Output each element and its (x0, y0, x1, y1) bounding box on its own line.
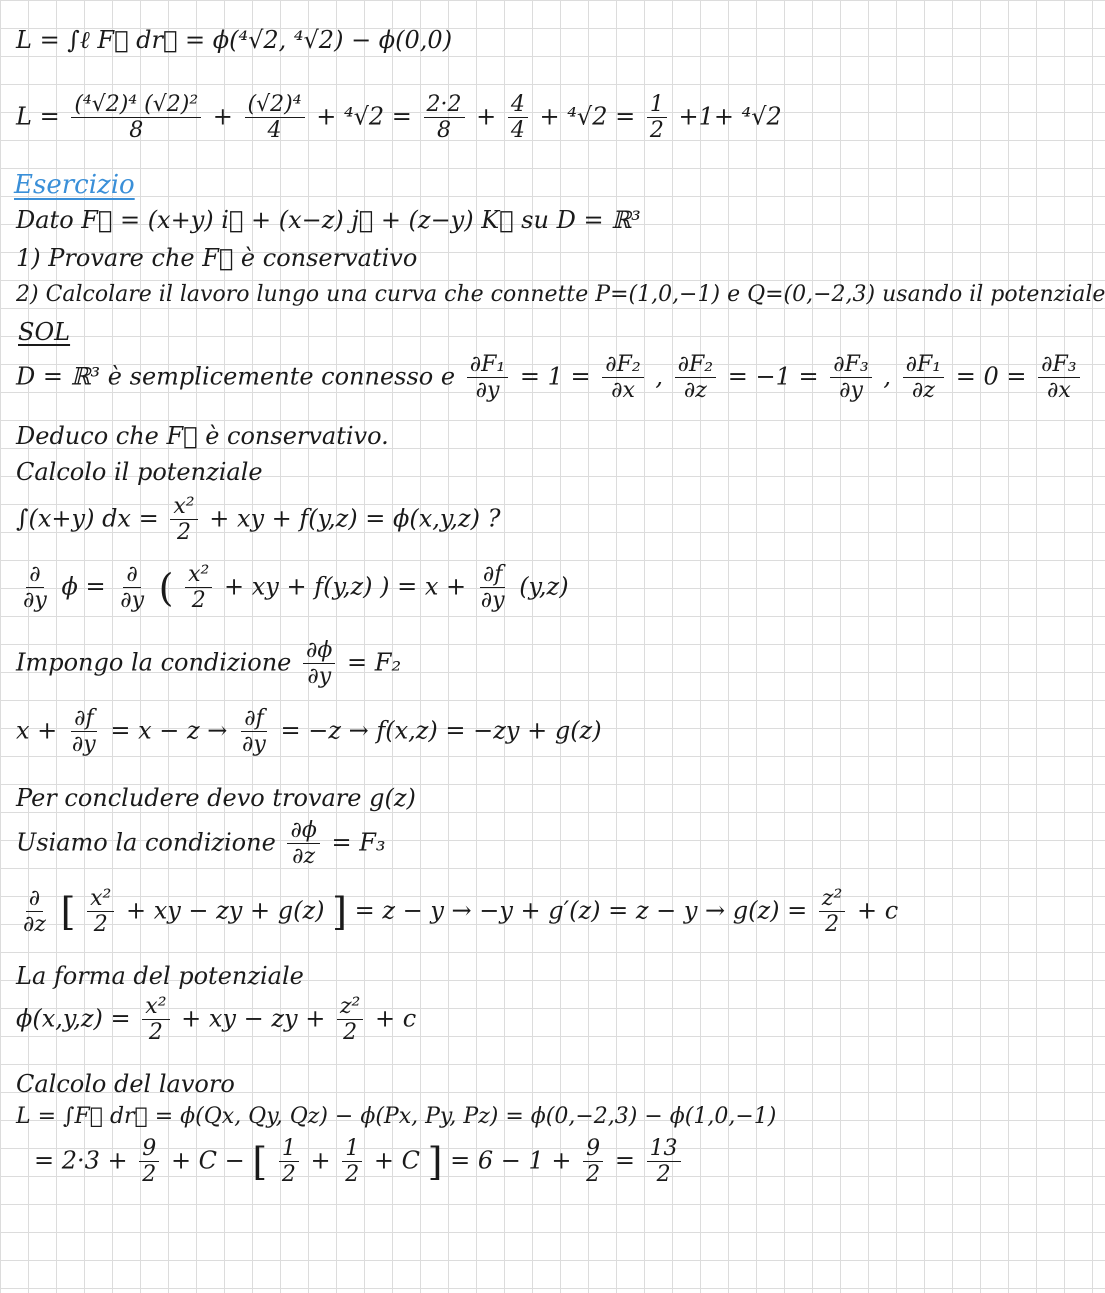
fraction: $\frac{\partial\phi}{\partial y}$ (303, 638, 335, 690)
fraction: $\frac{\text{(√2)⁴}}{4}$ (245, 92, 305, 144)
fraction: $\frac{9}{2}$ (139, 1136, 159, 1188)
fraction: $\frac{\text{x²}}{2}$ (170, 494, 197, 546)
conclude-line: Per concludere devo trovare g(z) (16, 784, 416, 812)
eq-text: + c (856, 896, 899, 925)
fraction: $\frac{1}{2}$ (279, 1136, 299, 1188)
work-evaluation-line (16, 92, 782, 144)
eq-text: + ⁴√2 = (316, 102, 412, 131)
potential-heading-line: Calcolo il potenziale (16, 458, 263, 486)
eq-text: Usiamo la condizione (16, 828, 276, 857)
fraction: $\frac{\text{∂F₁}}{\partial z}$ (903, 352, 944, 404)
eq-text: = −1 = (727, 362, 819, 391)
fraction: $\frac{\text{∂F₂}}{\partial z}$ (675, 352, 716, 404)
fraction: $\frac{9}{2}$ (583, 1136, 603, 1188)
fraction: $\frac{1}{2}$ (342, 1136, 362, 1188)
fraction: $\frac{\text{z²}}{2}$ (819, 886, 845, 938)
eq-text: + xy − zy + (181, 1004, 326, 1033)
eq-text: = 1 = (519, 362, 591, 391)
fraction: ∂ ∂y (120, 562, 145, 614)
eq-text: + (310, 1146, 331, 1175)
fraction: $\frac{\text{z²}}{2}$ (337, 994, 363, 1046)
eq-text: ϕ(x,y,z) = (16, 1004, 131, 1033)
work-result-line (34, 1136, 685, 1188)
solution-label: SOL (18, 318, 71, 346)
fraction: $\frac{\partial\phi}{\partial z}$ (287, 818, 319, 870)
eq-text: + C (373, 1146, 421, 1175)
eq-text: = z − y → −y + g′(z) = z − y → g(z) = (354, 896, 808, 925)
eq-text: , (883, 362, 891, 391)
fraction: ∂ ∂z (23, 886, 46, 938)
eq-text: ] (332, 889, 347, 934)
eq-text: + xy − zy + g(z) (125, 896, 325, 925)
task-2: 2) Calcolare il lavoro lungo una curva che connette P=(1,0,−1) e Q=(0,−2,3) usando il potenziale (16, 282, 1105, 307)
eq-text: ∫(x+y) dx = (16, 504, 159, 533)
eq-text: = 2·3 + (34, 1146, 128, 1175)
eq-text: (y,z) (519, 572, 569, 601)
eq-text: L = (16, 102, 60, 131)
work-heading: Calcolo del lavoro (16, 1070, 235, 1098)
eq-text: Impongo la condizione (16, 648, 292, 677)
eq-text: + (212, 102, 233, 131)
eq-text: + ⁴√2 = (539, 102, 636, 131)
fraction: $\frac{\partial f}{\partial y}$ (71, 706, 96, 758)
fraction: $\frac{\partial f}{\partial y}$ (242, 706, 266, 758)
eq-text: + C − (170, 1146, 245, 1175)
eq-text: = 6 − 1 + (450, 1146, 572, 1175)
connectivity-line (16, 352, 1084, 404)
eq-text: = F₂ (347, 648, 402, 677)
eq-text: = x − z → (110, 716, 228, 745)
conclusion-line: Deduco che F⃗ è conservativo. (16, 422, 389, 450)
eq-text: = −z → f(x,z) = −zy + g(z) (280, 716, 602, 745)
fraction: $\frac{1}{2}$ (647, 92, 667, 144)
eq-text: +1+ ⁴√2 (678, 102, 782, 131)
eq-text: D = ℝ³ è semplicemente connesso e (16, 362, 456, 391)
work-integral-line: L = ∫ℓ F⃗ dr⃗ = ϕ(⁴√2, ⁴√2) − ϕ(0,0) (16, 26, 453, 54)
eq-text: ] (427, 1139, 443, 1184)
eq-text: , (655, 362, 663, 391)
solve-g-line (16, 886, 898, 938)
problem-statement: Dato F⃗ = (x+y) i⃗ + (x−z) j⃗ + (z−y) K⃗ su D = ℝ³ (16, 206, 641, 234)
fraction: $\frac{13}{2}$ (647, 1136, 681, 1188)
fraction: $\frac{2\cdot 2}{8}$ (424, 92, 465, 144)
fraction: $\frac{\text{x²}}{2}$ (87, 886, 114, 938)
integral-line (16, 494, 500, 546)
fraction: $\frac{\text{∂F₃}}{\partial y}$ (830, 352, 871, 404)
eq-text: x + (16, 716, 58, 745)
eq-text: + (476, 102, 497, 131)
fraction: $\frac{\text{x²}}{2}$ (185, 562, 212, 614)
potential-formula-line (16, 994, 416, 1046)
fraction: $\frac{\text{∂F₂}}{\partial x}$ (602, 352, 643, 404)
condition-line (16, 638, 401, 690)
eq-text: ( (158, 565, 174, 610)
fraction: $\frac{\text{∂F₁}}{\partial y}$ (467, 352, 508, 404)
eq-text: + c (375, 1004, 417, 1033)
task-1: 1) Provare che F⃗ è conservativo (16, 244, 418, 272)
work-formula-line: L = ∫F⃗ dr⃗ = ϕ(Qx, Qy, Qz) − ϕ(Px, Py, Pz) = ϕ(0,−2,3) − ϕ(1,0,−1) (16, 1104, 777, 1129)
eq-text: [ (252, 1139, 268, 1184)
eq-text: + xy + f(y,z) = ϕ(x,y,z) ? (209, 504, 501, 533)
solve-f-line (16, 706, 602, 758)
fraction: $\frac{\text{x²}}{2}$ (142, 994, 169, 1046)
eq-text: ϕ = (61, 572, 106, 601)
fraction: $\frac{4}{4}$ (508, 92, 528, 144)
partial-derivative-line (16, 562, 569, 614)
potential-form-heading: La forma del potenziale (16, 962, 304, 990)
eq-text: = 0 = (955, 362, 1027, 391)
eq-text: = (614, 1146, 635, 1175)
fraction: $\frac{\text{(⁴√2)⁴ (√2)²}}{8}$ (71, 92, 201, 144)
fraction: ∂ ∂y (23, 562, 47, 614)
eq-text: + xy + f(y,z) ) = x + (224, 572, 467, 601)
eq-text: [ (60, 889, 76, 934)
fraction: $\frac{\text{∂F₃}}{\partial x}$ (1038, 352, 1079, 404)
eq-text: = F₃ (331, 828, 386, 857)
exercise-heading: Esercizio (14, 170, 135, 200)
fraction: $\frac{\partial f}{\partial y}$ (480, 562, 505, 614)
condition-z-line (16, 818, 385, 870)
